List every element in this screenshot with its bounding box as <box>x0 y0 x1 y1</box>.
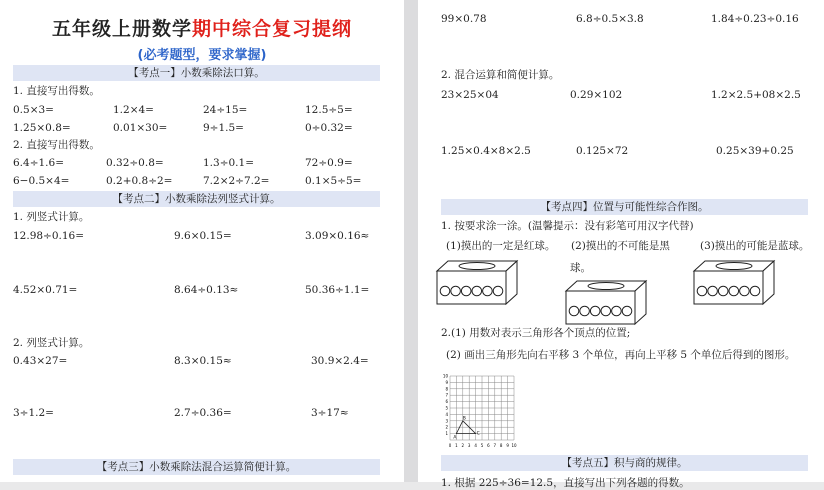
y-tick-label: 10 <box>442 373 448 379</box>
s1-r3-c4: 72÷0.9= <box>305 157 353 169</box>
section4-q2a: 2.(1) 用数对表示三角形各个顶点的位置; <box>441 327 631 339</box>
r-r2-c1: 1.25×0.4×8×2.5 <box>441 145 531 157</box>
s1-r2-c2: 0.01×30= <box>113 122 168 134</box>
x-tick-label: 4 <box>474 443 477 448</box>
coordinate-grid <box>442 368 524 450</box>
y-tick-label: 6 <box>445 399 448 405</box>
s1-r4-c4: 0.1×5÷5= <box>305 175 362 187</box>
s1-r4-c2: 0.2+0.8÷2= <box>106 175 173 187</box>
x-tick-label: 1 <box>455 443 458 448</box>
s1-r1-c2: 1.2×4= <box>113 104 154 116</box>
ball <box>622 306 632 316</box>
ball <box>708 286 718 296</box>
s2-r3-c2: 8.3×0.15≈ <box>174 355 232 367</box>
right-page <box>418 0 824 489</box>
ball <box>750 286 760 296</box>
ball <box>451 286 461 296</box>
ball <box>590 306 600 316</box>
r-r0-c3: 1.84÷0.23÷0.16 <box>711 13 799 25</box>
x-tick-label: 3 <box>467 443 471 448</box>
section3-header: 【考点三】小数乘除法混合运算简便计算。 <box>13 459 380 475</box>
point-label-c: C <box>476 431 480 437</box>
ball <box>740 286 750 296</box>
ball <box>440 286 450 296</box>
left-page <box>0 0 404 482</box>
ball <box>461 286 471 296</box>
ball <box>601 306 611 316</box>
s1-r1-c1: 0.5×3= <box>13 104 54 116</box>
r-r1-c3: 1.2×2.5+08×2.5 <box>711 89 801 101</box>
box-opening <box>588 283 624 290</box>
s2-r1-c2: 9.6×0.15= <box>174 230 232 242</box>
box-opening <box>716 263 752 270</box>
ball-box-3 <box>693 259 775 305</box>
section1-q2: 2. 直接写出得数。 <box>13 139 100 151</box>
page-gap <box>404 0 418 482</box>
x-tick-label: 2 <box>461 443 465 448</box>
ball <box>697 286 707 296</box>
x-tick-label: 9 <box>506 443 509 448</box>
y-tick-label: 3 <box>445 418 448 424</box>
s1-r2-c1: 1.25×0.8= <box>13 122 71 134</box>
y-tick-label: 5 <box>445 405 448 411</box>
s1-r1-c3: 24÷15= <box>203 104 248 116</box>
r-r2-c2: 0.125×72 <box>576 145 629 157</box>
ball <box>580 306 590 316</box>
y-tick-label: 9 <box>445 379 448 385</box>
ball <box>472 286 482 296</box>
section1-q1: 1. 直接写出得数。 <box>13 85 100 97</box>
s2-r2-c3: 50.36÷1.1= <box>305 284 370 296</box>
s1-r2-c3: 9÷1.5= <box>203 122 244 134</box>
title-main: 五年级上册数学 <box>51 18 192 40</box>
r-r0-c1: 99×0.78 <box>441 13 487 25</box>
section4-q2b: (2) 画出三角形先向右平移 3 个单位，再向上平移 5 个单位后得到的图形。 <box>446 349 796 361</box>
ball <box>612 306 622 316</box>
s2-r3-c1: 0.43×27= <box>13 355 68 367</box>
y-tick-label: 8 <box>445 386 448 392</box>
point-label-a: A <box>453 435 457 441</box>
s2-r1-c1: 12.98÷0.16= <box>13 230 85 242</box>
y-tick-label: 1 <box>445 431 448 437</box>
y-tick-label: 2 <box>445 424 448 430</box>
s1-r1-c4: 12.5÷5= <box>305 104 353 116</box>
s1-r4-c1: 6−0.5×4= <box>13 175 70 187</box>
ball-box-1 <box>436 259 518 305</box>
section4-opt2-cont: 球。 <box>570 262 591 274</box>
s1-r4-c3: 7.2×2÷7.2= <box>203 175 270 187</box>
y-tick-label: 7 <box>445 392 448 398</box>
r-r1-c2: 0.29×102 <box>570 89 623 101</box>
section5-header: 【考点五】积与商的规律。 <box>441 455 808 471</box>
section2-q1: 1. 列竖式计算。 <box>13 211 90 223</box>
y-tick-label: 4 <box>445 411 448 417</box>
title-highlight: 期中综合复习提纲 <box>192 18 353 40</box>
s1-r3-c1: 6.4÷1.6= <box>13 157 64 169</box>
r-r1-c1: 23×25×04 <box>441 89 499 101</box>
ball <box>493 286 503 296</box>
x-tick-label: 10 <box>511 443 517 448</box>
section4-opt3: (3)摸出的可能是蓝球。 <box>700 240 810 252</box>
right-q2: 2. 混合运算和简便计算。 <box>441 69 560 81</box>
x-tick-label: 7 <box>493 443 497 448</box>
r-r0-c2: 6.8÷0.5×3.8 <box>576 13 644 25</box>
x-tick-label: 5 <box>480 443 484 448</box>
ball <box>729 286 739 296</box>
x-tick-label: 0 <box>448 443 452 448</box>
ball <box>483 286 493 296</box>
point-label-b: B <box>462 416 466 422</box>
s2-r4-c3: 3÷17≈ <box>311 407 349 419</box>
ball <box>718 286 728 296</box>
section4-opt2: (2)摸出的不可能是黑 <box>571 240 670 252</box>
section4-q1: 1. 按要求涂一涂。(温馨提示：没有彩笔可用汉字代替) <box>441 220 694 232</box>
s2-r1-c3: 3.09×0.16≈ <box>305 230 370 242</box>
x-tick-label: 6 <box>487 443 490 448</box>
r-r2-c3: 0.25×39+0.25 <box>716 145 794 157</box>
s2-r2-c2: 8.64÷0.13≈ <box>174 284 239 296</box>
s2-r2-c1: 4.52×0.71= <box>13 284 78 296</box>
box-opening <box>459 263 495 270</box>
ball <box>569 306 579 316</box>
page-title <box>0 14 404 41</box>
section1-header: 【考点一】小数乘除法口算。 <box>13 65 380 81</box>
s2-r3-c3: 30.9×2.4= <box>311 355 369 367</box>
section2-header: 【考点二】小数乘除法列竖式计算。 <box>13 191 380 207</box>
x-tick-label: 8 <box>499 443 503 448</box>
s2-r4-c2: 2.7÷0.36= <box>174 407 232 419</box>
s1-r2-c4: 0÷0.32= <box>305 122 353 134</box>
section4-opt1: (1)摸出的一定是红球。 <box>446 240 556 252</box>
section4-header: 【考点四】位置与可能性综合作图。 <box>441 199 808 215</box>
s1-r3-c2: 0.32÷0.8= <box>106 157 164 169</box>
ball-box-2 <box>565 279 647 325</box>
s1-r3-c3: 1.3÷0.1= <box>203 157 254 169</box>
section5-q1: 1. 根据 225÷36=12.5，直接写出下列各题的得数。 <box>441 477 690 489</box>
section2-q2: 2. 列竖式计算。 <box>13 337 90 349</box>
s2-r4-c1: 3÷1.2= <box>13 407 54 419</box>
page-subtitle: (必考题型，要求掌握) <box>137 48 267 63</box>
